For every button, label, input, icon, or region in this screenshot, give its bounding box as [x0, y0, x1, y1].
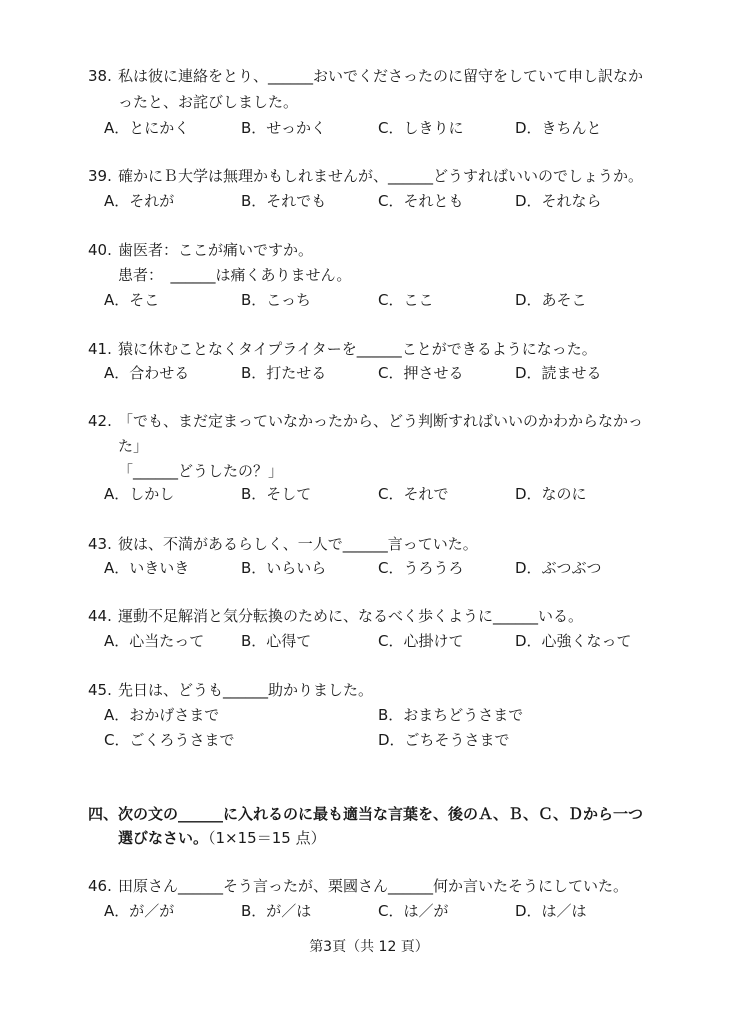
question-43-text-line1: 彼は、不満があるらしく、一人で______言っていた。 [118, 535, 478, 553]
question-44-option-d: D．心強くなって [515, 632, 632, 650]
question-43-option-c: C．うろうろ [378, 559, 464, 577]
question-45-option-c: C．ごくろうさまで [104, 731, 235, 749]
question-42-option-c: C．それで [378, 485, 449, 503]
question-45-number: 45. [88, 681, 112, 699]
question-46-option-b: B．が／は [241, 902, 312, 920]
question-40-text-line1: 歯医者：ここが痛いですか。 [118, 241, 314, 259]
question-42-text-line3: 「______どうしたの？」 [118, 462, 284, 480]
question-40-option-c: C．ここ [378, 291, 434, 309]
question-45-option-b: B．おまちどうさまで [378, 706, 524, 724]
question-38-option-a: A．とにかく [104, 119, 190, 137]
question-41-text-line1: 猿に休むことなくタイプライターを______ことができるようになった。 [118, 340, 597, 358]
question-43-option-b: B．いらいら [241, 559, 327, 577]
question-44-text-line1: 運動不足解消と気分転換のために、なるべく歩くように______いる。 [118, 607, 584, 625]
question-41-option-d: D．読ませる [515, 364, 602, 382]
question-44-number: 44. [88, 607, 112, 625]
question-45-option-d: D．ごちそうさまで [378, 731, 510, 749]
question-46-option-a: A．が／が [104, 902, 175, 920]
section-4-points: （1×15＝15 点） [208, 829, 326, 847]
question-46-option-c: C．は／が [378, 902, 449, 920]
question-46-text-line1: 田原さん______そう言ったが、栗國さん______何か言いたそうにしていた。 [118, 877, 629, 895]
section-4-heading-line1: 四、次の文の______に入れるのに最も適当な言葉を、後のＡ、Ｂ、Ｃ、Ｄから一つ [88, 805, 644, 823]
question-38-number: 38. [88, 67, 112, 85]
section-4-heading-instruction: 選びなさい。 [118, 829, 209, 847]
question-46-number: 46. [88, 877, 112, 895]
question-42-option-a: A．しかし [104, 485, 175, 503]
question-45-option-a: A．おかげさまで [104, 706, 220, 724]
question-40-text-line2: 患者： ______は痛くありません。 [118, 266, 352, 284]
question-44-option-b: B．心得て [241, 632, 312, 650]
question-42-option-b: B．そして [241, 485, 312, 503]
question-38-text-line1: 私は彼に連絡をとり、______おいでくださったのに留守をしていて申し訳なか [118, 67, 644, 85]
page-number-footer: 第3頁（共 12 頁） [309, 939, 429, 955]
question-39-option-b: B．それでも [241, 192, 327, 210]
question-43-number: 43. [88, 535, 112, 553]
question-43-option-d: D．ぶつぶつ [515, 559, 602, 577]
question-41-option-c: C．押させる [378, 364, 464, 382]
question-38-text-line2: ったと、お詫びしました。 [118, 93, 299, 111]
question-46-option-d: D．は／は [515, 902, 587, 920]
question-40-option-b: B．こっち [241, 291, 311, 309]
question-38-option-d: D．きちんと [515, 119, 602, 137]
question-41-option-a: A．合わせる [104, 364, 190, 382]
question-40-option-d: D．あそこ [515, 291, 587, 309]
question-45-text-line1: 先日は、どうも______助かりました。 [118, 681, 374, 699]
question-39-number: 39. [88, 167, 112, 185]
question-38-option-b: B．せっかく [241, 119, 326, 137]
question-39-option-c: C．それとも [378, 192, 464, 210]
question-42-text-line1: 「でも、まだ定まっていなかったから、どう判断すればいいのかわからなかっ [118, 412, 644, 430]
question-41-option-b: B．打たせる [241, 364, 327, 382]
question-42-number: 42. [88, 412, 112, 430]
question-44-option-c: C．心掛けて [378, 632, 464, 650]
question-44-option-a: A．心当たって [104, 632, 205, 650]
question-39-option-a: A．それが [104, 192, 175, 210]
question-43-option-a: A．いきいき [104, 559, 190, 577]
section-4-heading-line2 [118, 828, 326, 848]
question-38-option-c: C．しきりに [378, 119, 464, 137]
question-40-option-a: A．そこ [104, 291, 160, 309]
question-39-option-d: D．それなら [515, 192, 602, 210]
question-41-number: 41. [88, 340, 112, 358]
question-39-text-line1: 確かにＢ大学は無理かもしれませんが、______どうすればいいのでしょうか。 [118, 167, 644, 185]
question-40-number: 40. [88, 241, 112, 259]
question-42-text-line2: た」 [118, 437, 149, 455]
question-42-option-d: D．なのに [515, 485, 587, 503]
